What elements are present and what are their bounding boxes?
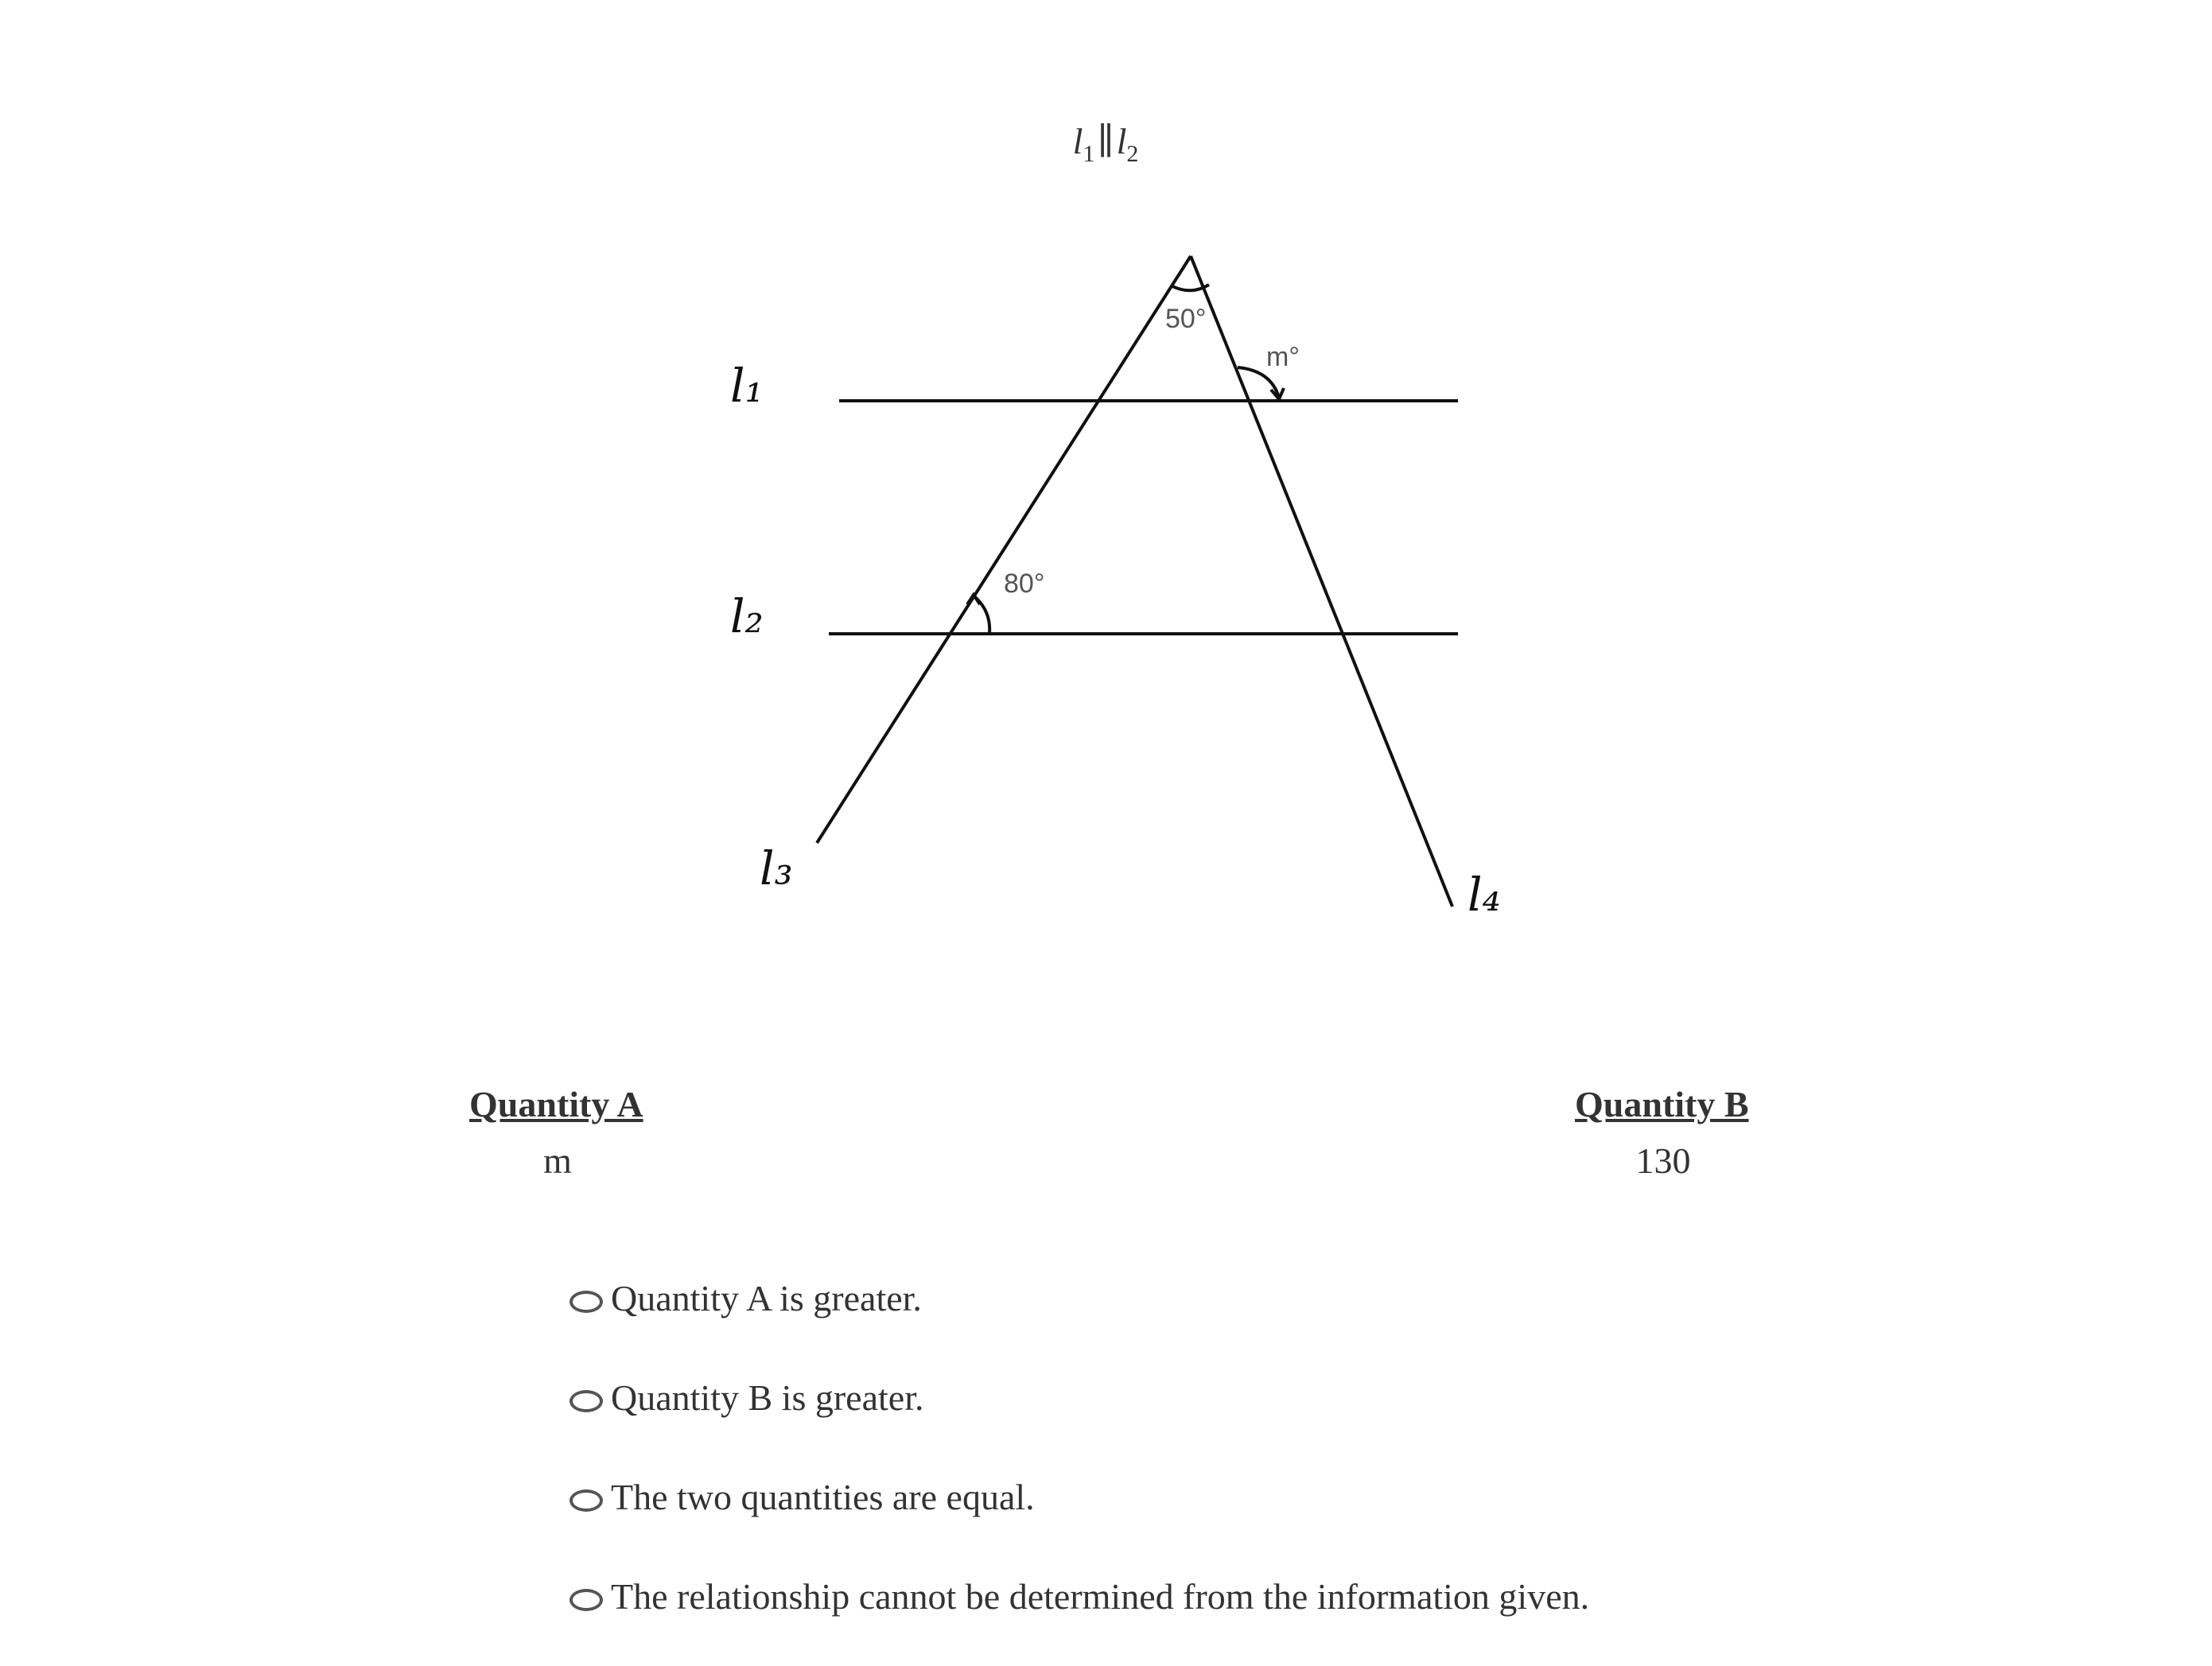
given-sub-a: 1	[1083, 141, 1095, 168]
parallel-symbol: ∥	[1097, 121, 1114, 161]
apex-angle-label: 50°	[1165, 304, 1207, 334]
line-l4	[1191, 256, 1452, 907]
l2-label: l₂	[730, 589, 764, 643]
choice-label: Quantity A is greater.	[611, 1278, 922, 1318]
radio-icon[interactable]	[570, 1489, 603, 1512]
choice-label: Quantity B is greater.	[611, 1377, 924, 1418]
radio-icon[interactable]	[570, 1291, 603, 1313]
l1-label: l₁	[730, 359, 764, 413]
choice-a-greater[interactable]	[570, 1249, 2001, 1348]
choice-b-greater[interactable]	[570, 1348, 2001, 1447]
l3-label: l₃	[760, 841, 793, 895]
m-angle-label: m°	[1266, 342, 1300, 372]
quantity-b-heading: Quantity B	[1575, 1084, 1749, 1124]
choice-equal[interactable]	[570, 1447, 2001, 1547]
answer-choices	[570, 1249, 2001, 1646]
quantity-a-value: m	[543, 1140, 572, 1181]
radio-icon[interactable]	[570, 1589, 603, 1611]
choice-cannot-determine[interactable]	[570, 1547, 2001, 1646]
quantity-a-heading: Quantity A	[469, 1084, 643, 1124]
line-l3	[817, 256, 1191, 843]
radio-icon[interactable]	[570, 1390, 603, 1412]
given-line-a: l	[1072, 121, 1083, 161]
choice-label: The relationship cannot be determined from the information given.	[611, 1576, 1590, 1617]
given-line-b: l	[1116, 121, 1127, 161]
eighty-angle-label: 80°	[1004, 569, 1045, 599]
quantity-b-value: 130	[1635, 1140, 1691, 1181]
l4-label: l₄	[1468, 868, 1501, 922]
choice-label: The two quantities are equal.	[611, 1477, 1035, 1517]
given-sub-b: 2	[1126, 141, 1139, 168]
